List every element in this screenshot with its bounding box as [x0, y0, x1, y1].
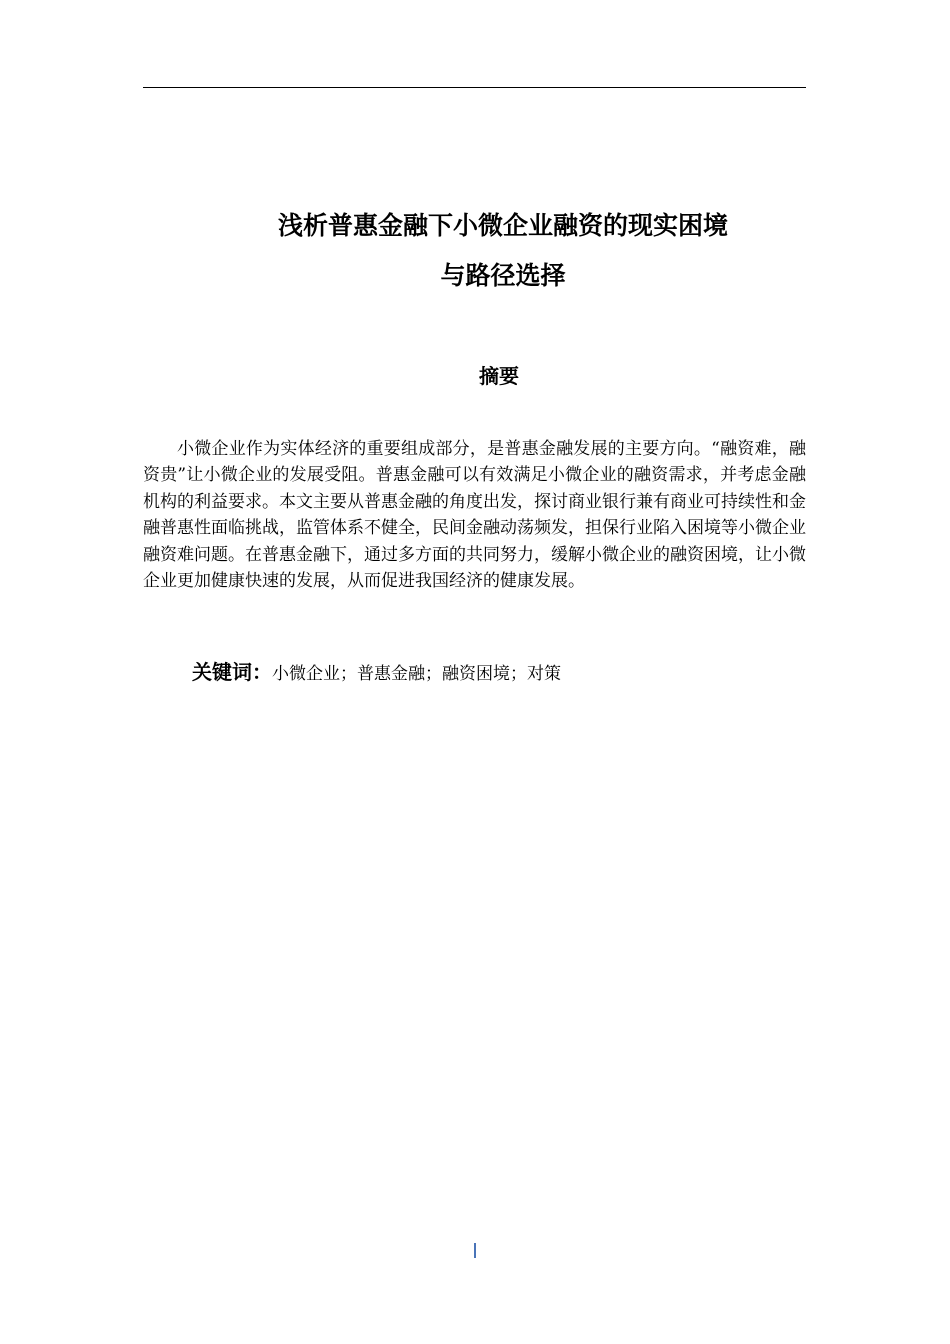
abstract-paragraph: 小微企业作为实体经济的重要组成部分，是普惠金融发展的主要方向。“融资难，融资贵”让小微企业的发展受阻。普惠金融可以有效满足小微企业的融资需求，并考虑金融机构的利益要求。本文主要从普惠金融的角度出发，探讨商业银行兼有商业可持续性和金融普惠性面临挑战，监管体系不健全，民间金融动荡频发，担保行业陷入困境等小微企业融资难问题。在普惠金融下，通过多方面的共同努力，缓解小微企业的融资困境，让小微企业更加健康快速的发展，从而促进我国经济的健康发展。	[143, 439, 806, 592]
abstract-heading: 摘要	[479, 364, 519, 388]
header-rule	[143, 87, 806, 88]
keywords-line	[192, 659, 561, 687]
keywords-list: 小微企业；普惠金融；融资困境；对策	[272, 664, 561, 684]
document-title-line-2: 与路径选择	[440, 261, 566, 290]
keywords-label: 关键词：	[192, 660, 272, 684]
document-title-line-1: 浅析普惠金融下小微企业融资的现实困境	[277, 211, 728, 240]
text-cursor-marker	[474, 1243, 476, 1258]
